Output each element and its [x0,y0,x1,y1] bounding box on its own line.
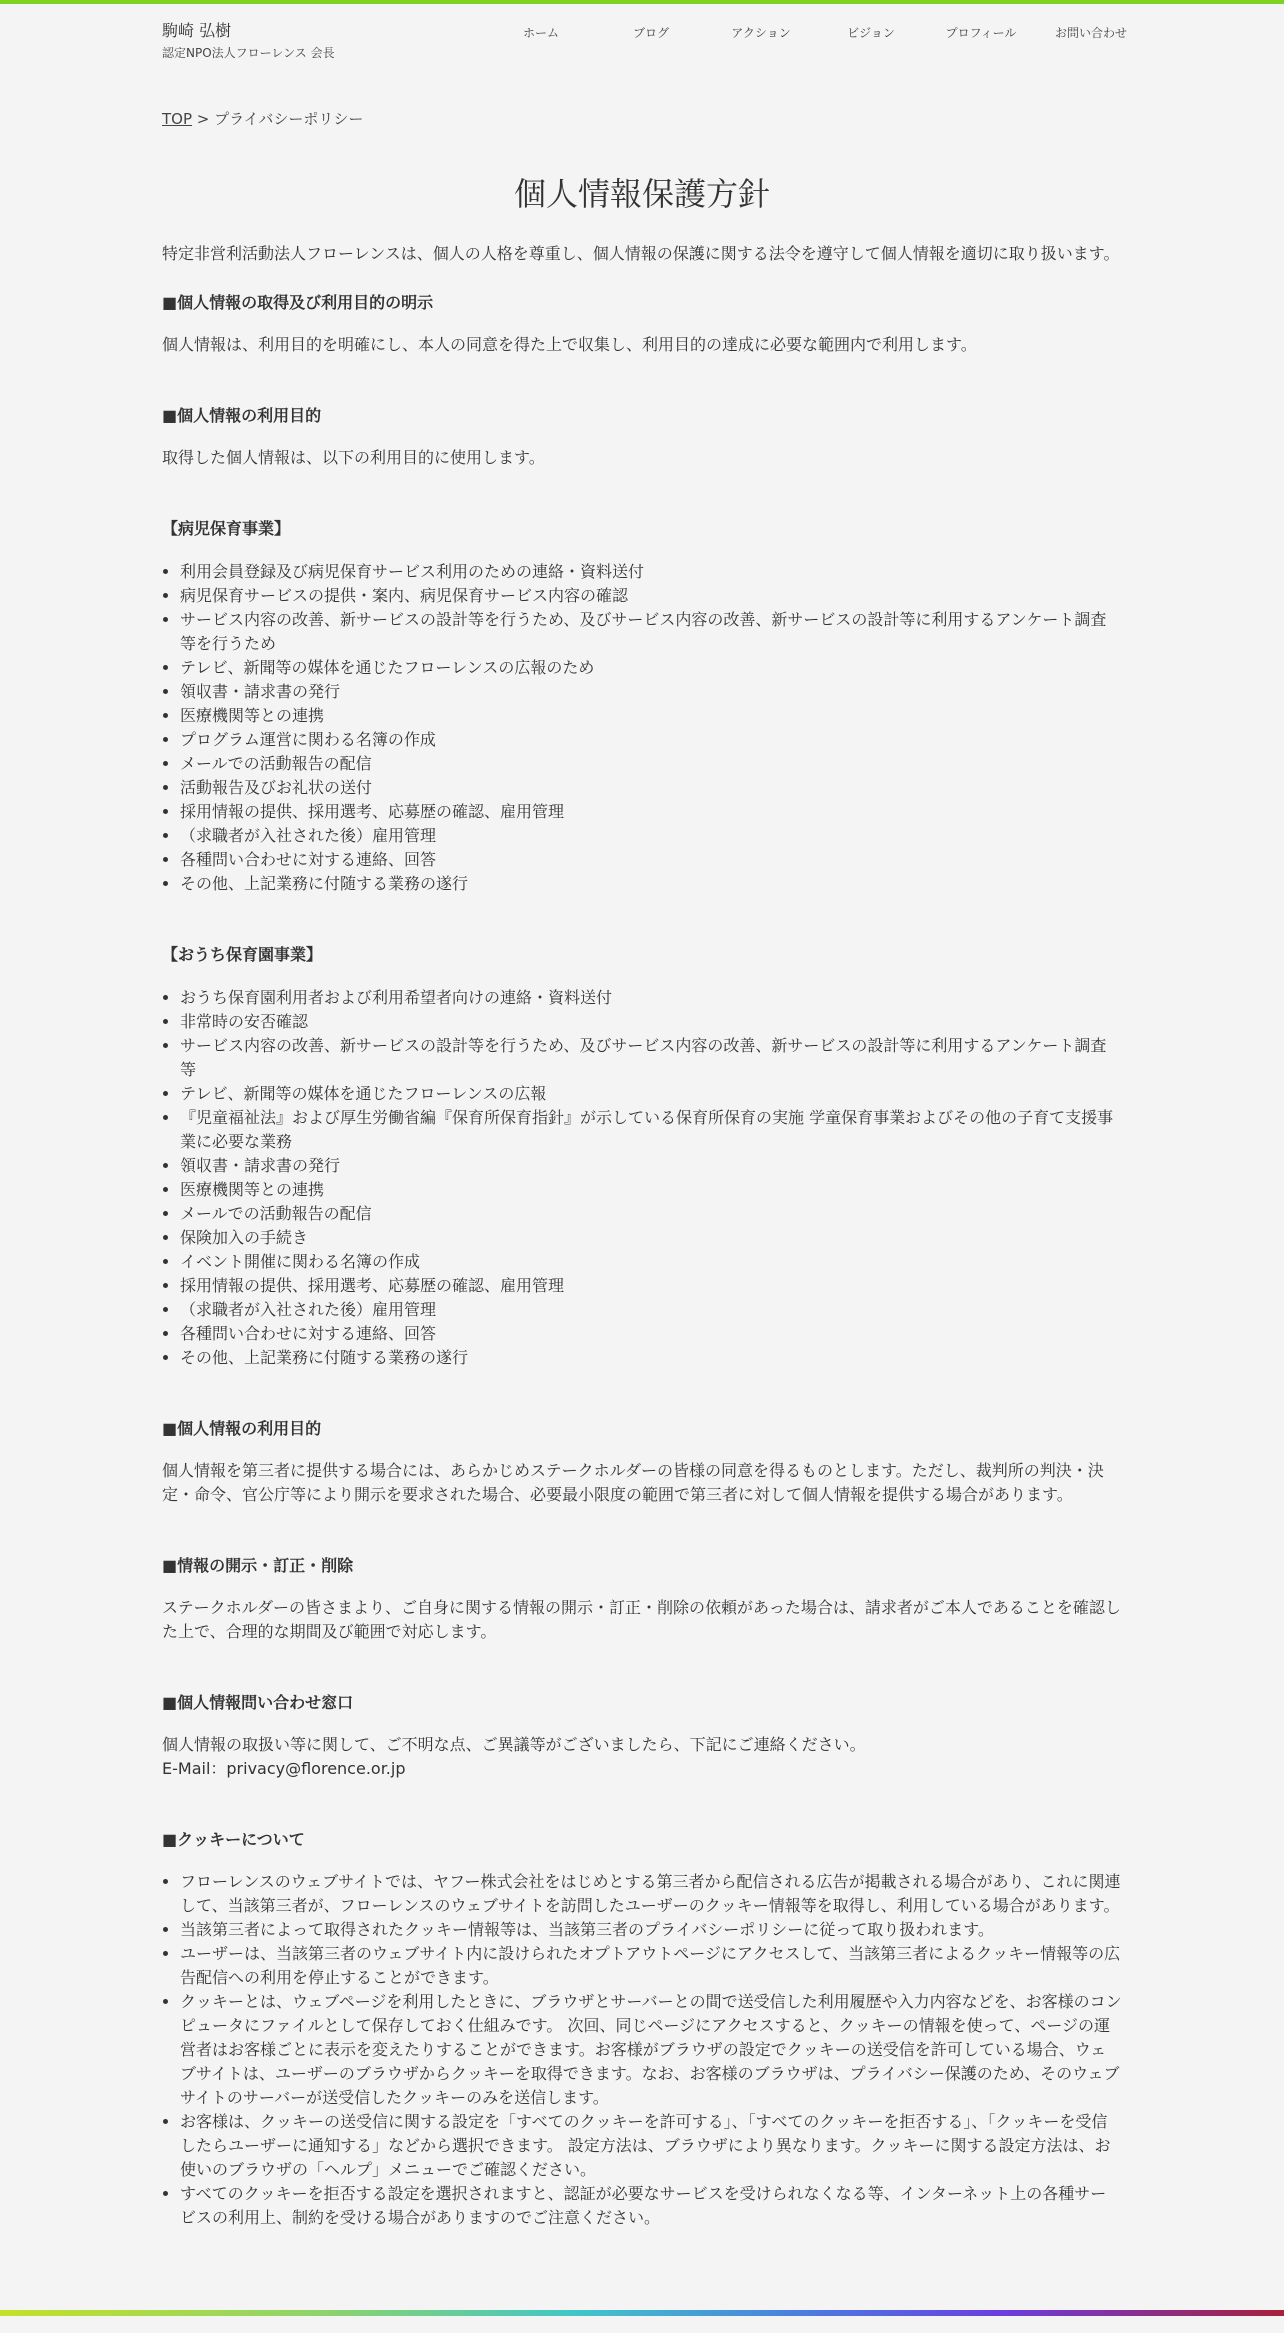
list-item: • メールでの活動報告の配信 [180,752,1122,776]
list-item: • メールでの活動報告の配信 [180,1202,1122,1226]
cookies-list [162,1870,1122,2230]
list-item: • 採用情報の提供、採用選考、応募歴の確認、雇用管理 [180,1274,1122,1298]
list-item: • お客様は、クッキーの送受信に関する設定を「すべてのクッキーを許可する」、「すべてのクッキーを拒否する」、「クッキーを受信したらユーザーに通知する」などから選択できます。 設定方法は、ブラウザにより異なります。クッキーに関する設定方法は、お使いのブラウザの「ヘルプ」メニューでご確認ください。 [180,2110,1122,2182]
main-nav [486,24,1127,54]
main-content [162,172,1122,2230]
list-item: • プログラム運営に関わる名簿の作成 [180,728,1122,752]
intro-text: 特定非営利活動法人フローレンスは、個人の人格を尊重し、個人情報の保護に関する法令を遵守して個人情報を適切に取り扱います。 [162,244,1120,263]
list-item: • 非常時の安否確認 [180,1010,1122,1034]
home-nursery-heading: 【おうち保育園事業】 [162,945,323,964]
list-item: • ユーザーは、当該第三者のウェブサイト内に設けられたオプトアウトページにアクセスして、当該第三者によるクッキー情報等の広告配信への利用を停止することができます。 [180,1942,1122,1990]
purpose-heading: ■個人情報の利用目的 [162,406,322,425]
list-item: • 活動報告及びお礼状の送付 [180,776,1122,800]
list-item: • すべてのクッキーを拒否する設定を選択されますと、認証が必要なサービスを受けられなくなる等、インターネット上の各種サービスの利用上、制約を受ける場合がありますのでご注意ください。 [180,2182,1122,2230]
list-item: • テレビ、新聞等の媒体を通じたフローレンスの広報のため [180,656,1122,680]
acquisition-text: 個人情報は、利用目的を明確にし、本人の同意を得た上で収集し、利用目的の達成に必要な範囲内で利用します。 [162,335,977,354]
nav-item-blog[interactable]: ブログ [632,26,669,40]
list-item: • 領収書・請求書の発行 [180,1154,1122,1178]
list-item: • 保険加入の手続き [180,1226,1122,1250]
sick-child-heading: 【病児保育事業】 [162,519,291,538]
site-name[interactable]: 駒崎 弘樹 [162,21,232,40]
list-item: • 『児童福祉法』および厚生労働省編『保育所保育指針』が示している保育所保育の実施 学童保育事業およびその他の子育て支援事業に必要な業務 [180,1106,1122,1154]
list-item: • 各種問い合わせに対する連絡、回答 [180,848,1122,872]
list-item: • テレビ、新聞等の媒体を通じたフローレンスの広報 [180,1082,1122,1106]
third-party-text: 個人情報を第三者に提供する場合には、あらかじめステークホルダーの皆様の同意を得るものとします。ただし、裁判所の判決・決定・命令、官公庁等により開示を要求された場合、必要最小限度の範囲で第三者に対して個人情報を提供する場合があります。 [162,1461,1104,1504]
breadcrumb-separator: > [192,110,215,128]
list-item: • 医療機関等との連携 [180,704,1122,728]
list-item: • 当該第三者によって取得されたクッキー情報等は、当該第三者のプライバシーポリシーに従って取り扱われます。 [180,1918,1122,1942]
list-item: • 医療機関等との連携 [180,1178,1122,1202]
third-party-heading: ■個人情報の利用目的 [162,1419,322,1438]
cookies-heading: ■クッキーについて [162,1830,305,1849]
nav-item-contact[interactable]: お問い合わせ [1054,26,1127,40]
disclosure-text: ステークホルダーの皆さまより、ご自身に関する情報の開示・訂正・削除の依頼があった場合は、請求者がご本人であることを確認した上で、合理的な期間及び範囲で対応します。 [162,1598,1121,1641]
list-item: • イベント開催に関わる名簿の作成 [180,1250,1122,1274]
home-nursery-list [162,986,1122,1370]
nav-item-profile[interactable]: プロフィール [945,26,1017,40]
list-item: • クッキーとは、ウェブページを利用したときに、ブラウザとサーバーとの間で送受信した利用履歴や入力内容などを、お客様のコンピュータにファイルとして保存しておく仕組みです。 次回、同じページにアクセスすると、クッキーの情報を使って、ページの運営者はお客様ごとに表示を変えたりすることができます。お客様がブラウザの設定でクッキーの送受信を許可している場合、ウェブサイトは、ユーザーのブラウザからクッキーを取得できます。なお、お客様のブラウザは、プライバシー保護のため、そのウェブサイトのサーバーが送受信したクッキーのみを送信します。 [180,1990,1122,2110]
disclosure-heading: ■情報の開示・訂正・削除 [162,1556,354,1575]
breadcrumb-current: プライバシーポリシー [214,110,364,128]
list-item: • おうち保育園利用者および利用希望者向けの連絡・資料送付 [180,986,1122,1010]
sick-child-list [162,560,1122,896]
list-item: • その他、上記業務に付随する業務の遂行 [180,872,1122,896]
acquisition-heading: ■個人情報の取得及び利用目的の明示 [162,293,434,312]
bottom-gradient-bar [0,2310,1284,2316]
list-item: • 領収書・請求書の発行 [180,680,1122,704]
list-item: • 採用情報の提供、採用選考、応募歴の確認、雇用管理 [180,800,1122,824]
contact-text: 個人情報の取扱い等に関して、ご不明な点、ご異議等がございましたら、下記にご連絡ください。 [162,1735,866,1754]
list-item: • フローレンスのウェブサイトでは、ヤフー株式会社をはじめとする第三者から配信される広告が掲載される場合があり、これに関連して、当該第三者が、フローレンスのウェブサイトを訪問したユーザーのクッキー情報等を取得し、利用している場合があります。 [180,1870,1122,1918]
top-accent-bar [0,0,1284,4]
purpose-text: 取得した個人情報は、以下の利用目的に使用します。 [162,448,545,467]
nav-item-vision[interactable]: ビジョン [847,26,895,40]
site-header [162,18,1127,68]
breadcrumb [162,108,363,129]
list-item: • サービス内容の改善、新サービスの設計等を行うため、及びサービス内容の改善、新サービスの設計等に利用するアンケート調査等 [180,1034,1122,1082]
contact-heading: ■個人情報問い合わせ窓口 [162,1693,354,1712]
contact-email[interactable]: E-Mail：privacy@florence.or.jp [162,1759,406,1778]
list-item: • サービス内容の改善、新サービスの設計等を行うため、及びサービス内容の改善、新サービスの設計等に利用するアンケート調査等を行うため [180,608,1122,656]
list-item: • （求職者が入社された後）雇用管理 [180,1298,1122,1322]
list-item: • その他、上記業務に付随する業務の遂行 [180,1346,1122,1370]
list-item: • 病児保育サービスの提供・案内、病児保育サービス内容の確認 [180,584,1122,608]
list-item: • 各種問い合わせに対する連絡、回答 [180,1322,1122,1346]
list-item: • 利用会員登録及び病児保育サービス利用のための連絡・資料送付 [180,560,1122,584]
site-subtitle: 認定NPO法人フローレンス 会長 [162,46,335,60]
nav-item-home[interactable]: ホーム [522,26,559,40]
page-title: 個人情報保護方針 [513,175,770,213]
breadcrumb-top-link[interactable]: TOP [162,110,193,128]
nav-item-action[interactable]: アクション [731,26,791,40]
list-item: • （求職者が入社された後）雇用管理 [180,824,1122,848]
